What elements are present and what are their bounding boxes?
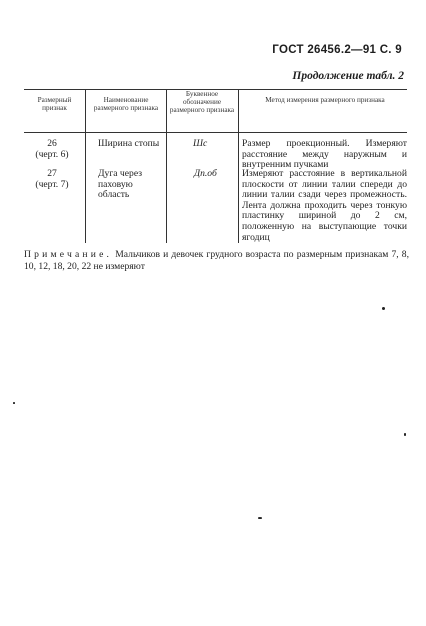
scan-speck xyxy=(382,307,385,310)
table-row-2-figure: (черт. 7) xyxy=(35,179,69,190)
scan-speck xyxy=(404,433,406,436)
table-row-1-name: Ширина стопы xyxy=(98,138,160,149)
column-header-number: Размерный признак xyxy=(37,96,72,113)
table-header-rule xyxy=(24,132,407,133)
column-header-name: Наименование размерного признака xyxy=(93,96,159,113)
table-row-1-number: 26 xyxy=(47,138,57,149)
measurement-table xyxy=(24,89,407,243)
column-header-symbol: Буквенное обозначение размерного признака xyxy=(169,90,235,115)
table-note xyxy=(24,249,409,273)
column-header-method: Метод измерения размерного признака xyxy=(265,96,385,104)
table-row-1-method: Размер проекционный. Измеряют расстояние между наружным и внутренним пучками xyxy=(242,138,407,171)
table-row-2-name: Дуга через паховую область xyxy=(98,168,142,201)
note-text: Мальчиков и девочек грудного возраста по размерным признакам 7, 8, 10, 12, 18, 20, 22 не измеряют xyxy=(24,249,409,272)
column-divider-2 xyxy=(166,89,167,243)
table-row-2-symbol: Дп.об xyxy=(194,168,217,179)
note-label: Примечание. xyxy=(24,249,113,260)
table-row-2-number: 27 xyxy=(47,168,57,179)
scan-speck xyxy=(258,517,262,519)
column-divider-1 xyxy=(85,89,86,243)
table-continuation-label: Продолжение табл. 2 xyxy=(292,70,404,82)
table-row-2-method: Измеряют расстояние в вертикальной плоскости от линии талии спереди до линии талии сзади через промежность. Лента должна проходить через тонкую пластинку шириной до 2 см, положенную на выступающие точки ягодиц xyxy=(242,168,407,243)
column-divider-3 xyxy=(238,89,239,243)
table-row-1-symbol: Шс xyxy=(193,138,208,149)
page-header: ГОСТ 26456.2—91 С. 9 xyxy=(272,44,402,56)
scan-speck xyxy=(13,402,15,404)
table-row-1-figure: (черт. 6) xyxy=(35,149,69,160)
